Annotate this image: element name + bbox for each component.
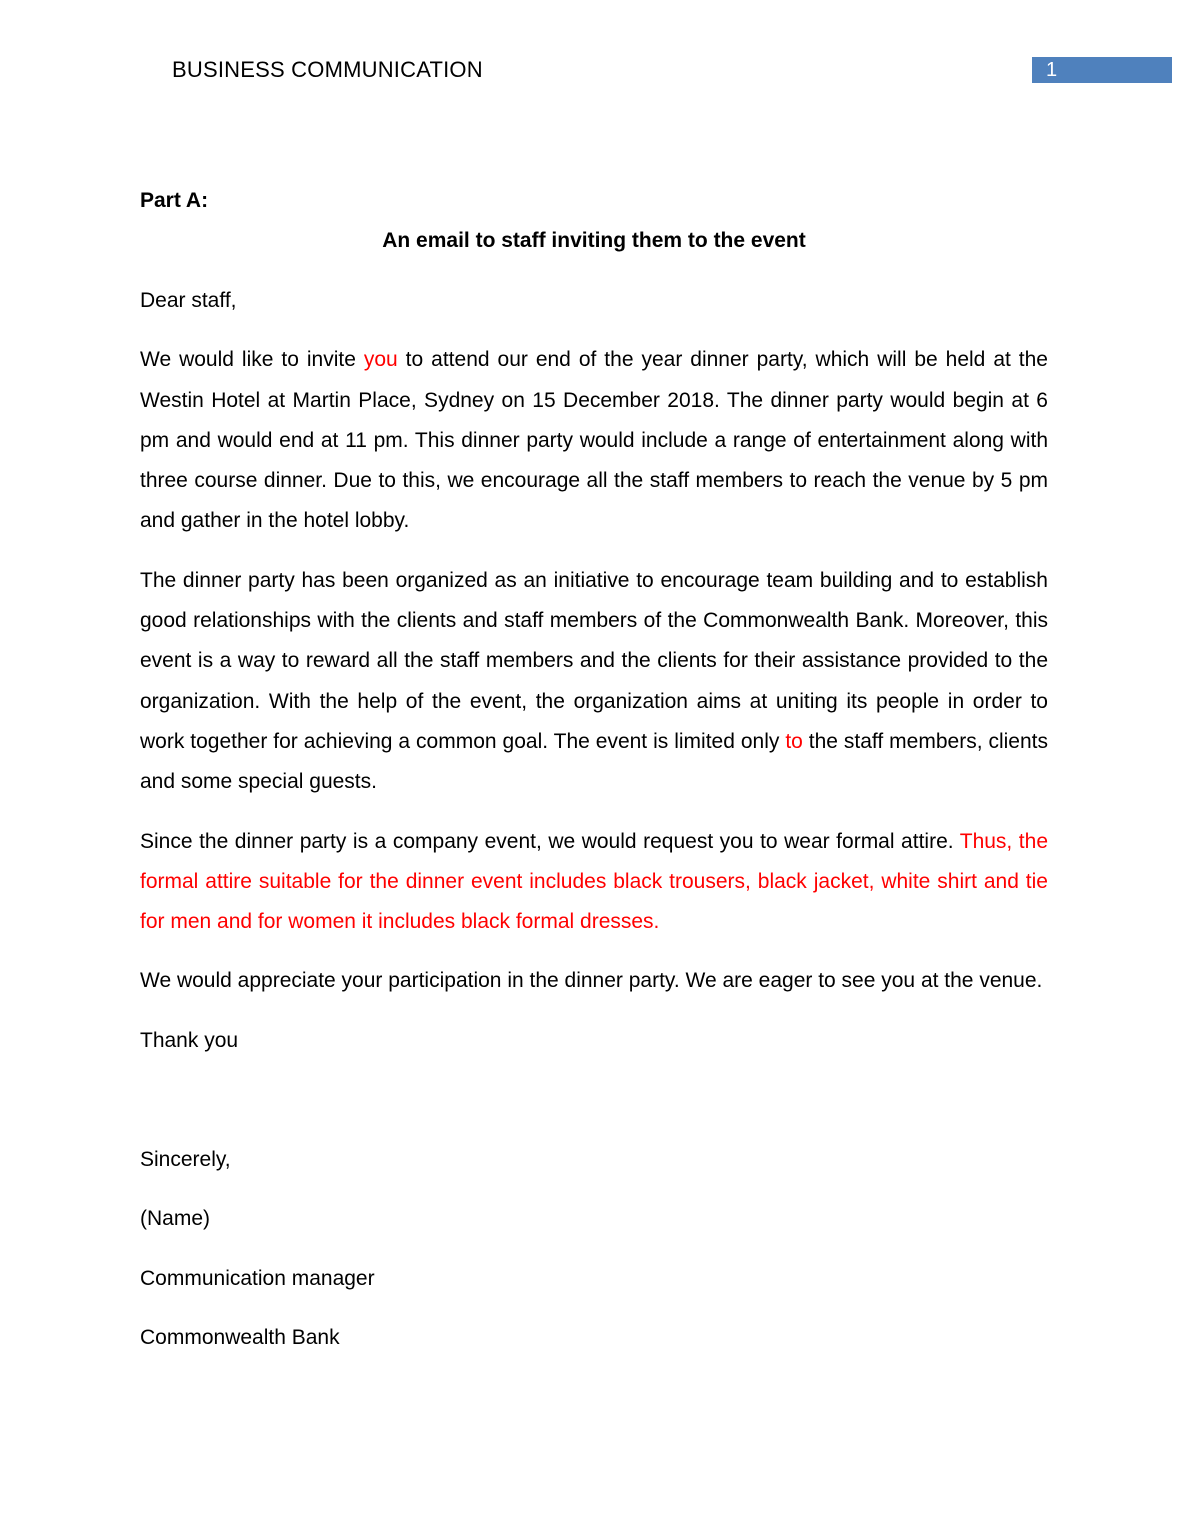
paragraph-text: the staff members, clients and some special guests. <box>140 729 1048 794</box>
signer-name: (Name) <box>140 1207 211 1231</box>
paragraph-closing: We would appreciate your participation in the dinner party. We are eager to see you at the venue. <box>140 969 1043 993</box>
highlighted-text: Thus, the formal attire suitable for the dinner event includes black trousers, black jacket, white shirt and tie for men and for women it includes black formal dresses. <box>140 829 1048 934</box>
paragraph-text: The dinner party has been organized as an initiative to encourage team building and to establish good relationships with the clients and staff members of the Commonwealth Bank. Moreover, this event is a way to reward all the staff members and the clients for their assistance provided to the organization. With the help of the event, the organization aims at uniting its people in order to work together for achieving a common goal. The event is limited only <box>140 568 1048 753</box>
paragraph-dress-code <box>140 822 1048 943</box>
salutation: Dear staff, <box>140 289 237 312</box>
page-number: 1 <box>1046 59 1058 81</box>
spacer <box>140 1080 1048 1140</box>
document-body <box>140 181 1048 1377</box>
highlighted-text: you <box>363 348 398 372</box>
part-label: Part A: <box>140 189 209 212</box>
closing-line: Sincerely, <box>140 1148 231 1172</box>
paragraph-purpose <box>140 561 1048 803</box>
paragraph-text: Since the dinner party is a company event, we would request you to wear formal attire. <box>140 829 960 853</box>
highlighted-text: to <box>785 729 803 753</box>
paragraph-invitation <box>140 340 1048 541</box>
signer-organization: Commonwealth Bank <box>140 1325 340 1349</box>
page-number-badge <box>1032 57 1172 83</box>
running-header-title: BUSINESS COMMUNICATION <box>172 57 483 82</box>
paragraph-text: We would like to invite <box>140 348 364 372</box>
thanks-line: Thank you <box>140 1028 239 1052</box>
paragraph-text: to attend our end of the year dinner party, which will be held at the Westin Hotel at Martin Place, Sydney on 15 December 2018. The dinner party would begin at 6 pm and would end at 11 pm. This dinner party would include a range of entertainment along with three course dinner. Due to this, we encourage all the staff members to reach the venue by 5 pm and gather in the hotel lobby. <box>140 348 1048 533</box>
signer-role: Communication manager <box>140 1266 375 1290</box>
document-heading: An email to staff inviting them to the event <box>382 229 806 252</box>
